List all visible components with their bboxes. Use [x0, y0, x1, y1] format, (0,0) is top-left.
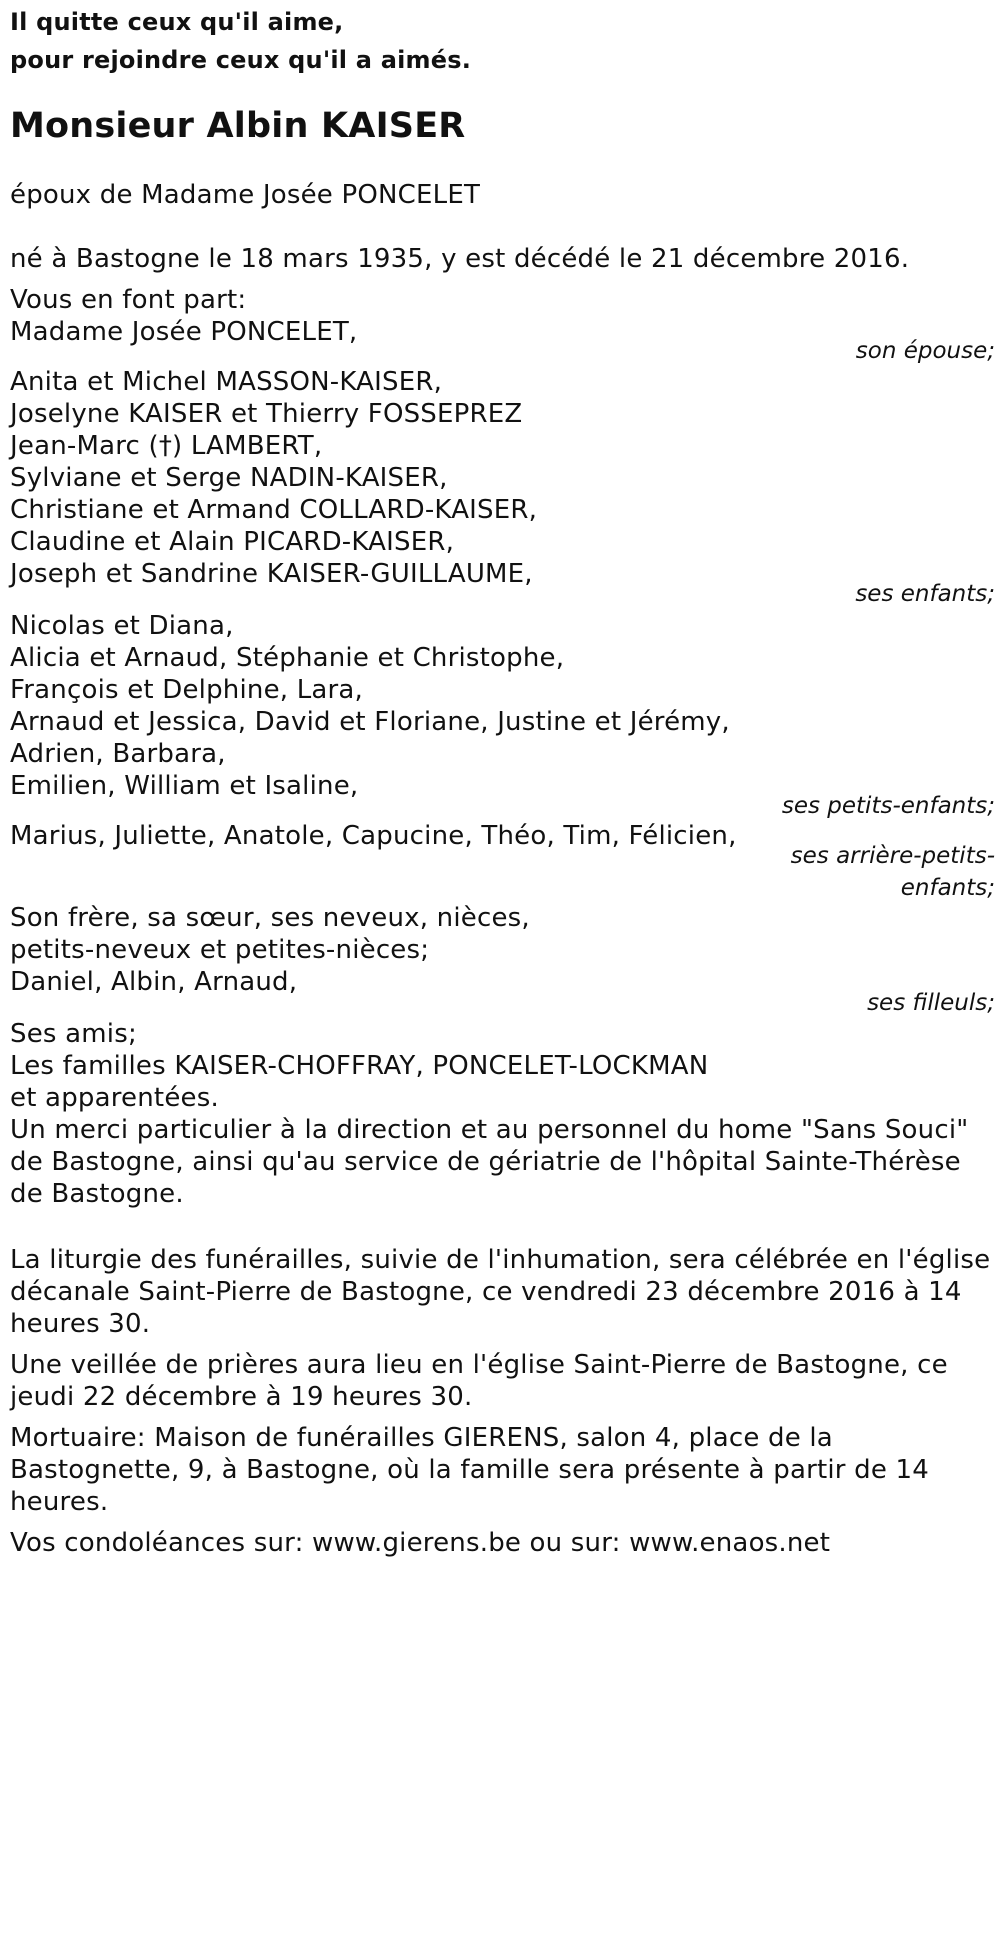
grandchild-line: François et Delphine, Lara,: [10, 675, 364, 705]
page-title: Monsieur Albin KAISER: [10, 106, 466, 146]
godchildren-role: ses filleuls;: [867, 990, 995, 1016]
great-grandchildren-role-1: ses arrière-petits-: [790, 843, 995, 869]
others-line: Les familles KAISER-CHOFFRAY, PONCELET-LOCKMAN: [10, 1051, 709, 1081]
funeral-line: décanale Saint-Pierre de Bastogne, ce vendredi 23 décembre 2016 à 14: [10, 1277, 962, 1307]
child-line: Anita et Michel MASSON-KAISER,: [10, 367, 443, 397]
funeral-line: La liturgie des funérailles, suivie de l'inhumation, sera célébrée en l'église: [10, 1245, 991, 1275]
funeral-line: heures 30.: [10, 1309, 151, 1339]
grandchild-line: Emilien, William et Isaline,: [10, 771, 359, 801]
epigraph-line-1: Il quitte ceux qu'il aime,: [10, 8, 344, 36]
others-line: et apparentées.: [10, 1083, 219, 1113]
child-line: Jean-Marc (†) LAMBERT,: [10, 431, 323, 461]
great-grandchildren-role-2: enfants;: [900, 875, 995, 901]
family-line: petits-neveux et petites-nièces;: [10, 935, 430, 965]
announce-line: Vous en font part:: [10, 285, 247, 315]
children-role: ses enfants;: [855, 581, 995, 607]
mortuary-line: Bastognette, 9, à Bastogne, où la famille sera présente à partir de 14: [10, 1455, 929, 1485]
others-line: Un merci particulier à la direction et au personnel du home "Sans Souci": [10, 1115, 969, 1145]
family-line: Daniel, Albin, Arnaud,: [10, 967, 298, 997]
others-line: de Bastogne, ainsi qu'au service de gériatrie de l'hôpital Sainte-Thérèse: [10, 1147, 961, 1177]
child-line: Joselyne KAISER et Thierry FOSSEPREZ: [10, 399, 523, 429]
condolences-line: Vos condoléances sur: www.gierens.be ou sur: www.enaos.net: [10, 1528, 831, 1558]
child-line: Christiane et Armand COLLARD-KAISER,: [10, 495, 538, 525]
mortuary-line: heures.: [10, 1487, 109, 1517]
family-line: Son frère, sa sœur, ses neveux, nièces,: [10, 903, 530, 933]
spouse-role: son épouse;: [855, 338, 995, 364]
child-line: Claudine et Alain PICARD-KAISER,: [10, 527, 455, 557]
others-line: de Bastogne.: [10, 1179, 184, 1209]
grandchild-line: Adrien, Barbara,: [10, 739, 226, 769]
grandchild-line: Alicia et Arnaud, Stéphanie et Christophe,: [10, 643, 565, 673]
grandchildren-role: ses petits-enfants;: [781, 793, 995, 819]
birth-death-line: né à Bastogne le 18 mars 1935, y est décédé le 21 décembre 2016.: [10, 244, 910, 274]
grandchild-line: Arnaud et Jessica, David et Floriane, Justine et Jérémy,: [10, 707, 730, 737]
child-line: Joseph et Sandrine KAISER-GUILLAUME,: [10, 559, 533, 589]
epigraph-line-2: pour rejoindre ceux qu'il a aimés.: [10, 46, 472, 74]
grandchild-line: Nicolas et Diana,: [10, 611, 234, 641]
child-line: Sylviane et Serge NADIN-KAISER,: [10, 463, 448, 493]
others-line: Ses amis;: [10, 1019, 137, 1049]
mortuary-line: Mortuaire: Maison de funérailles GIERENS, salon 4, place de la: [10, 1423, 833, 1453]
great-grandchildren-line: Marius, Juliette, Anatole, Capucine, Théo, Tim, Félicien,: [10, 821, 737, 851]
vigil-line: Une veillée de prières aura lieu en l'église Saint-Pierre de Bastogne, ce: [10, 1350, 948, 1380]
spouse-name: Madame Josée PONCELET,: [10, 317, 358, 347]
spouse-line: époux de Madame Josée PONCELET: [10, 180, 481, 210]
vigil-line: jeudi 22 décembre à 19 heures 30.: [10, 1382, 473, 1412]
